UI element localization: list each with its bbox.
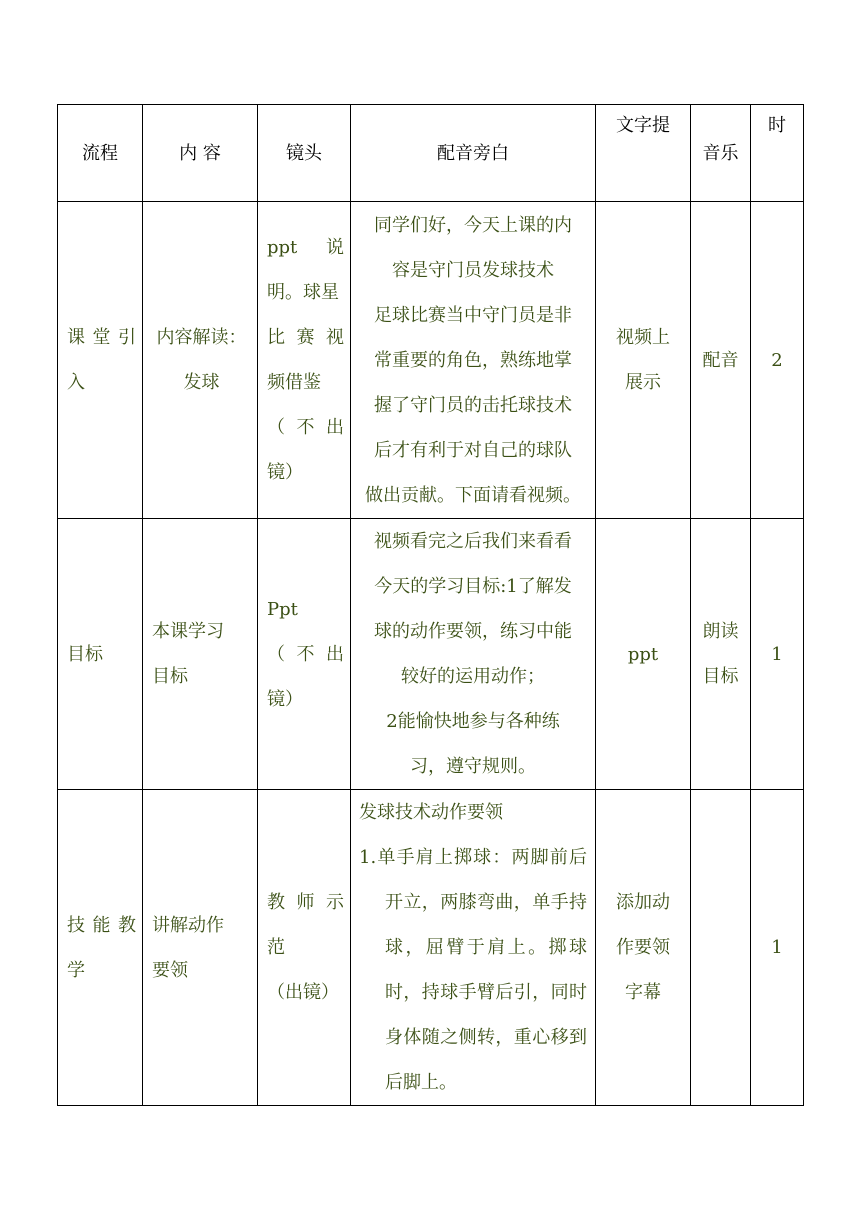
shot-line: 明。球星 xyxy=(267,282,339,303)
cell-time: 1 xyxy=(751,519,804,790)
storyboard-table xyxy=(57,104,804,1106)
shot-line: （不出 xyxy=(267,643,344,665)
cell-text xyxy=(596,519,691,790)
flow-line: 目标 xyxy=(67,643,103,665)
shot-line: ppt 说 xyxy=(267,237,344,258)
text-line: 展示 xyxy=(625,372,661,393)
header-music: 音乐 xyxy=(691,105,751,202)
cell-text xyxy=(596,202,691,519)
cell-time: 2 xyxy=(751,202,804,519)
narration-line: 做出贡献。下面请看视频。 xyxy=(365,484,581,506)
cell-shot xyxy=(258,519,351,790)
flow-line: 学 xyxy=(67,959,85,981)
table-row xyxy=(58,519,804,790)
narration-line: 同学们好，今天上课的内 xyxy=(374,214,572,236)
shot-line: 频借鉴 xyxy=(267,372,321,393)
shot-line: 镜） xyxy=(267,462,303,483)
narration-line: 2能愉快地参与各种练 xyxy=(386,711,560,732)
narration-line: 后才有利于对自己的球队 xyxy=(374,439,572,461)
header-flow: 流程 xyxy=(58,105,143,202)
table-row xyxy=(58,202,804,519)
shot-line: 比赛视 xyxy=(267,327,344,348)
header-shot: 镜头 xyxy=(258,105,351,202)
content-line: 内容解读： xyxy=(156,327,247,348)
cell-flow xyxy=(58,790,143,1106)
narration-line: 容是守门员发球技术 xyxy=(392,259,554,281)
shot-line: 范 xyxy=(267,937,285,958)
narration-line: 习，遵守规则。 xyxy=(410,756,536,777)
narration-line: 球的动作要领，练习中能 xyxy=(374,621,572,642)
cell-narration xyxy=(351,202,596,519)
text-line: ppt xyxy=(627,643,659,665)
flow-line: 课堂引 xyxy=(67,327,136,348)
content-line: 讲解动作 xyxy=(152,914,224,936)
cell-music: 配音 xyxy=(691,202,751,519)
narration-title: 发球技术动作要领 xyxy=(359,802,503,823)
shot-line: （不出 xyxy=(267,417,344,438)
text-line: 添加动 xyxy=(616,892,670,913)
flow-line: 技能教 xyxy=(67,914,136,936)
cell-music xyxy=(691,519,751,790)
narration-line: 握了守门员的击托球技术 xyxy=(374,394,572,416)
music-line: 朗读 xyxy=(702,621,739,642)
cell-content xyxy=(143,202,258,519)
cell-flow xyxy=(58,202,143,519)
cell-content xyxy=(143,790,258,1106)
text-line: 作要领 xyxy=(616,937,670,958)
content-line: 目标 xyxy=(152,666,188,687)
content-line: 要领 xyxy=(152,959,188,981)
cell-text xyxy=(596,790,691,1106)
text-line: 视频上 xyxy=(616,327,670,348)
cell-time: 1 xyxy=(751,790,804,1106)
header-text: 文字提 xyxy=(596,105,691,202)
shot-line: 教师示 xyxy=(267,892,344,913)
shot-line: 镜） xyxy=(267,688,303,710)
flow-line: 入 xyxy=(67,372,85,393)
narration-line: 今天的学习目标:1了解发 xyxy=(374,576,572,597)
narration-line: 视频看完之后我们来看看 xyxy=(374,531,572,552)
header-time: 时 xyxy=(751,105,804,202)
table-row xyxy=(58,790,804,1106)
narration-line: 较好的运用动作； xyxy=(401,666,545,687)
cell-content xyxy=(143,519,258,790)
cell-shot xyxy=(258,790,351,1106)
cell-flow xyxy=(58,519,143,790)
cell-narration xyxy=(351,790,596,1106)
header-row xyxy=(58,105,804,202)
shot-line: （出镜） xyxy=(267,982,339,1003)
narration-line: 足球比赛当中守门员是非 xyxy=(374,304,572,326)
cell-music xyxy=(691,790,751,1106)
music-line: 目标 xyxy=(702,666,739,687)
header-content: 内 容 xyxy=(143,105,258,202)
narration-list-item: 1.单手肩上掷球：两脚前后开立，两膝弯曲，单手持球，屈臂于肩上。掷球时，持球手臂后引，同时身体随之侧转，重心移到后脚上。 xyxy=(359,847,587,1093)
text-line: 字幕 xyxy=(625,982,661,1003)
content-line: 发球 xyxy=(183,372,220,393)
shot-line: Ppt xyxy=(267,598,298,620)
cell-narration xyxy=(351,519,596,790)
content-line: 本课学习 xyxy=(152,621,224,642)
header-narration: 配音旁白 xyxy=(351,105,596,202)
cell-shot xyxy=(258,202,351,519)
narration-line: 常重要的角色，熟练地掌 xyxy=(374,349,572,371)
